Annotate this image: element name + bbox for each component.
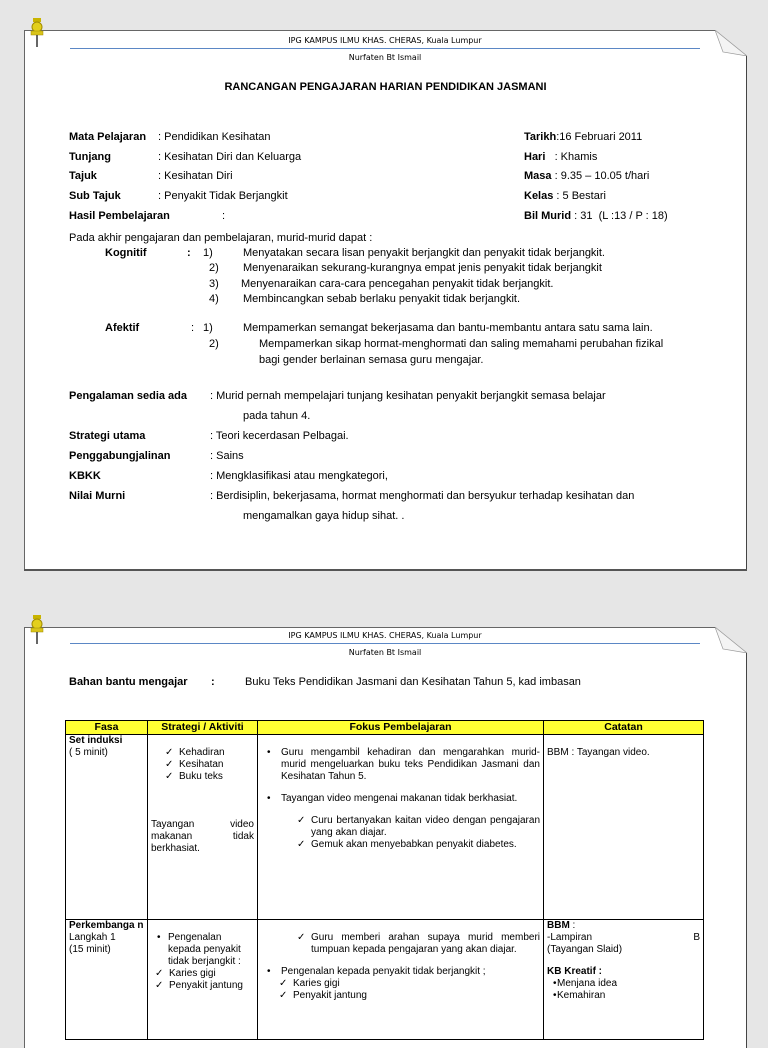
- field-label: Tarikh: [524, 131, 557, 143]
- catatan-kb-title: KB Kreatif :: [547, 966, 603, 977]
- field-value: : 5 Bestari: [553, 190, 606, 202]
- document-page-1: [24, 30, 747, 569]
- fasa-cell: [66, 735, 148, 920]
- field-label: Penggabungjalinan: [69, 450, 171, 462]
- field-label: Nilai Murni: [69, 490, 126, 502]
- strategi-checklist: [151, 968, 254, 992]
- fasa-step: Langkah 1: [69, 932, 116, 943]
- pushpin-icon: [27, 18, 47, 48]
- kognitif-label: Kognitif: [105, 247, 147, 259]
- catatan-cell: [544, 920, 704, 1040]
- field-value: : 9.35 – 10.05 t/hari: [551, 170, 650, 182]
- fasa-time: (15 minit): [69, 944, 111, 955]
- field-value: : Khamis: [545, 151, 598, 163]
- fokus-bullets: [261, 966, 540, 978]
- column-header: Strategi / Aktiviti: [148, 721, 258, 735]
- bbm-colon: :: [211, 676, 215, 688]
- check-item: ✓ Curu bertanyakan kaitan video dengan pengajaran yang akan diajar.: [293, 815, 540, 839]
- bbm-label: BBM: [547, 920, 570, 931]
- document-title: RANCANGAN PENGAJARAN HARIAN PENDIDIKAN JASMANI: [224, 81, 547, 93]
- field-value: : Penyakit Tidak Berjangkit: [158, 190, 288, 202]
- field-value-cont: pada tahun 4.: [243, 410, 311, 422]
- check-item: ✓ Kesihatan: [161, 759, 254, 771]
- header-institution: IPG KAMPUS ILMU KHAS. CHERAS, Kuala Lumpur: [288, 36, 482, 45]
- field-value: : Kesihatan Diri dan Keluarga: [158, 151, 302, 163]
- bullet-item: • Pengenalan kepada penyakit tidak berjangkit :: [151, 932, 254, 968]
- fasa-title: Perkembanga n: [69, 920, 144, 931]
- header-rule: [70, 643, 700, 644]
- field-row: [524, 169, 649, 183]
- objective-text: Menyenaraikan sekurang-kurangnya empat jenis penyakit tidak berjangkit: [243, 262, 602, 274]
- field-value: : Berdisiplin, bekerjasama, hormat menghormati dan bersyukur terhadap kesihatan dan: [210, 490, 635, 502]
- field-label: Mata Pelajaran: [69, 131, 147, 143]
- bullet-item: • Tayangan video mengenai makanan tidak berkhasiat.: [261, 793, 540, 805]
- field-label: Tajuk: [69, 170, 97, 182]
- strategi-cell: [148, 920, 258, 1040]
- field-value: : Mengklasifikasi atau mengkategori,: [210, 470, 388, 482]
- check-item: ✓ Penyakit jantung: [151, 980, 254, 992]
- header-author: Nurfaten Bt Ismail: [348, 648, 422, 657]
- lesson-steps-table: [65, 720, 704, 1040]
- catatan-slaid: (Tayangan Slaid): [547, 944, 623, 955]
- field-value: : 31 (L :13 / P : 18): [571, 210, 668, 222]
- bullet-item: • Pengenalan kepada penyakit tidak berjangkit ;: [261, 966, 540, 978]
- field-value-cont: mengamalkan gaya hidup sihat. .: [243, 510, 405, 522]
- bbm-label: Bahan bantu mengajar: [69, 676, 188, 688]
- afektif-colon: :: [191, 322, 195, 334]
- check-item: ✓ Kehadiran: [161, 747, 254, 759]
- fokus-cell: [258, 920, 544, 1040]
- afektif-label: Afektif: [105, 322, 140, 334]
- kognitif-colon: :: [187, 247, 191, 259]
- objective-text: Mempamerkan semangat bekerjasama dan bantu-membantu antara satu sama lain.: [243, 322, 653, 334]
- catatan-lampiran: -Lampiran: [547, 932, 593, 943]
- table-row: [66, 735, 704, 920]
- column-header: Catatan: [544, 721, 704, 735]
- objective-num: 1): [203, 247, 213, 259]
- catatan-cell: [544, 735, 704, 920]
- check-item: ✓ Guru memberi arahan supaya murid memberi tumpuan kepada pengajaran yang akan diajar.: [293, 932, 540, 956]
- field-row: [524, 189, 606, 203]
- strategi-cell: [148, 735, 258, 920]
- objective-text: Menyatakan secara lisan penyakit berjangkit dan penyakit tidak berjangkit.: [243, 247, 605, 259]
- field-row: [524, 130, 642, 144]
- field-label: Strategi utama: [69, 430, 146, 442]
- strategi-text: Tayangan video makanan tidak berkhasiat.: [151, 819, 254, 854]
- field-label: Masa: [524, 170, 552, 182]
- catatan-text: BBM : Tayangan video.: [547, 747, 650, 758]
- catatan-lampiran-row: [547, 932, 700, 944]
- objective-text: Mempamerkan sikap hormat-menghormati dan saling memahami perubahan fizikal: [259, 338, 664, 350]
- field-label: KBKK: [69, 470, 101, 482]
- document-page-2: [24, 627, 747, 1048]
- objectives-intro: Pada akhir pengajaran dan pembelajaran, murid-murid dapat :: [69, 232, 373, 244]
- field-label: Hari: [524, 151, 546, 163]
- field-label: Pengalaman sedia ada: [69, 390, 187, 402]
- table-header-row: [66, 721, 704, 735]
- check-item: ✓ Karies gigi: [275, 978, 540, 990]
- fokus-checklist-top: [293, 932, 540, 956]
- bullet-item: • Menjana idea: [547, 978, 700, 990]
- catatan-bbm: [547, 920, 700, 932]
- catatan-lampiran-letter: B: [693, 932, 700, 943]
- column-header: Fasa: [66, 721, 148, 735]
- strategi-checklist: [161, 747, 254, 783]
- strategi-bullets: [151, 932, 254, 968]
- column-header: Fokus Pembelajaran: [258, 721, 544, 735]
- bbm-colon: :: [569, 920, 576, 931]
- fokus-checklist: [275, 978, 540, 1002]
- objective-num: 1): [203, 322, 213, 334]
- field-value: : Murid pernah mempelajari tunjang kesihatan penyakit berjangkit semasa belajar: [210, 390, 606, 402]
- objective-text: Menyenaraikan cara-cara pencegahan penyakit tidak berjangkit.: [241, 278, 554, 290]
- check-item: ✓ Penyakit jantung: [275, 990, 540, 1002]
- field-row: [524, 150, 597, 164]
- header-institution: IPG KAMPUS ILMU KHAS. CHERAS, Kuala Lumpur: [288, 631, 482, 640]
- field-label: Bil Murid: [524, 210, 572, 222]
- field-value: :16 Februari 2011: [556, 131, 643, 143]
- objective-num: 4): [209, 293, 219, 305]
- objective-text-cont: bagi gender berlainan semasa guru mengajar.: [259, 354, 484, 366]
- fasa-cell: [66, 920, 148, 1040]
- fokus-cell: [258, 735, 544, 920]
- objective-num: 3): [209, 278, 219, 290]
- fasa-time: ( 5 minit): [69, 747, 108, 758]
- fokus-checklist: [293, 815, 540, 851]
- page-fold-icon: [715, 30, 747, 56]
- bbm-value: Buku Teks Pendidikan Jasmani dan Kesihatan Tahun 5, kad imbasan: [245, 676, 581, 688]
- field-value: :: [222, 210, 226, 222]
- header-author: Nurfaten Bt Ismail: [348, 53, 422, 62]
- catatan-kb-list: [547, 978, 700, 1002]
- field-label: Tunjang: [69, 151, 111, 163]
- header-rule: [70, 48, 700, 49]
- objective-num: 2): [209, 338, 219, 350]
- check-item: ✓ Karies gigi: [151, 968, 254, 980]
- field-value: : Sains: [210, 450, 244, 462]
- pushpin-icon: [27, 615, 47, 645]
- check-item: ✓ Buku teks: [161, 771, 254, 783]
- check-item: ✓ Gemuk akan menyebabkan penyakit diabetes.: [293, 839, 540, 851]
- objective-num: 2): [209, 262, 219, 274]
- field-row: [524, 209, 668, 223]
- field-value: : Teori kecerdasan Pelbagai.: [210, 430, 349, 442]
- field-value: : Pendidikan Kesihatan: [158, 131, 271, 143]
- page-fold-icon: [715, 627, 747, 653]
- table-row: [66, 920, 704, 1040]
- fasa-title: Set induksi: [69, 735, 123, 746]
- objective-text: Membincangkan sebab berlaku penyakit tidak berjangkit.: [243, 293, 520, 305]
- field-label: Sub Tajuk: [69, 190, 121, 202]
- bullet-item: • Guru mengambil kehadiran dan mengarahkan murid-murid mengeluarkan buku teks Pendidikan Jasmani dan Kesihatan Tahun 5.: [261, 747, 540, 783]
- field-label: Kelas: [524, 190, 554, 202]
- fokus-bullets: [261, 747, 540, 805]
- field-label: Hasil Pembelajaran: [69, 210, 170, 222]
- field-value: : Kesihatan Diri: [158, 170, 233, 182]
- bullet-item: • Kemahiran: [547, 990, 700, 1002]
